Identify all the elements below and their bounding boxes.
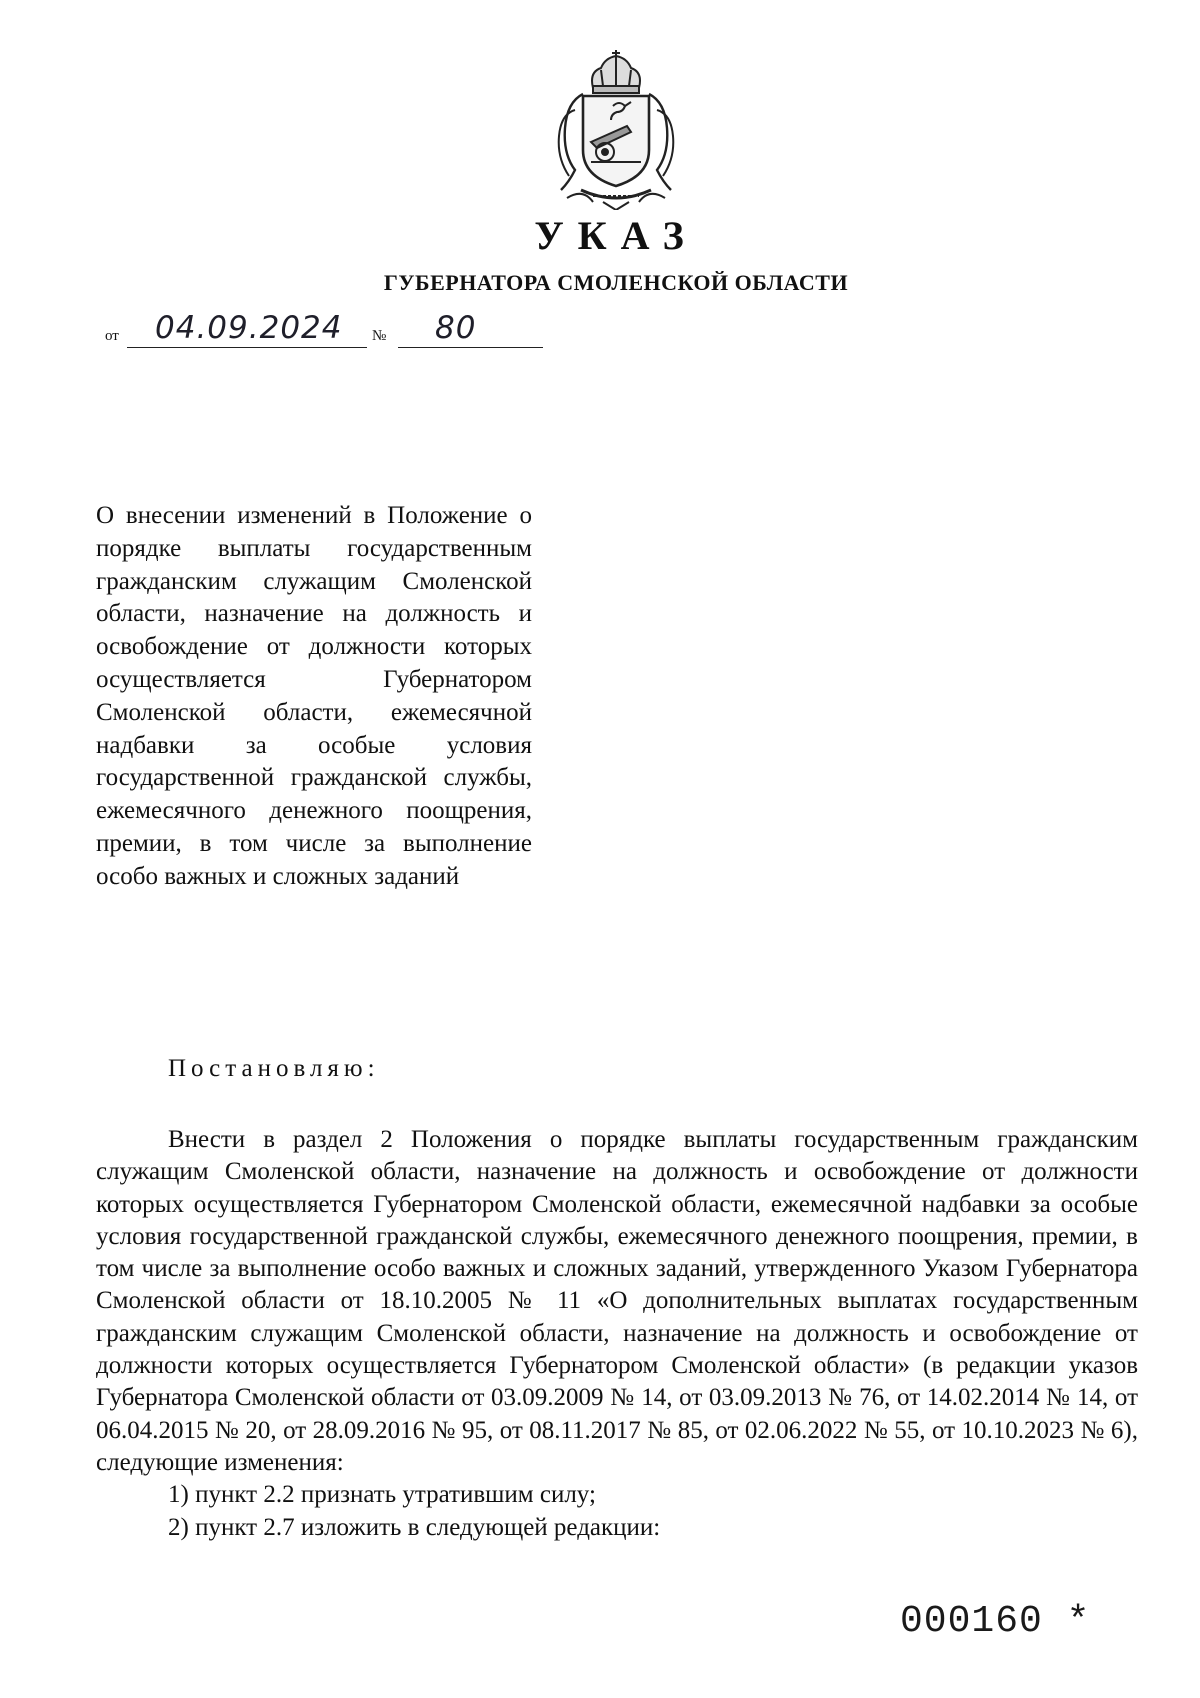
handwritten-number: 80 [435, 310, 477, 346]
body-paragraph: Внести в раздел 2 Положения о порядке выплаты государственным гражданским служащим Смоленской области, назначение на должность и освобождение от должности которых осуществляется Губернатором Смоленской области, ежемесячной надбавки за особые условия государственной гражданской службы, ежемесячного денежного поощрения, премии, в том числе за выполнение особо важных и сложных заданий, утвержденного Указом Губернатора Смоленской области от 18.10.2005 № 11 «О дополнительных выплатах государственным гражданским служащим Смоленской области, назначение на должность и освобождение от должности которых осуществляется Губернатором Смоленской области» (в редакции указов Губернатора Смоленской области от 03.09.2009 № 14, от 03.09.2013 № 76, от 14.02.2014 № 14, от 06.04.2015 № 20, от 28.09.2016 № 95, от 08.11.2017 № 85, от 02.06.2022 № 55, от 10.10.2023 № 6), следующие изменения: [96, 1126, 1138, 1476]
list-item: 2) пункт 2.7 изложить в следующей редакции: [168, 1513, 661, 1541]
document-title: УКАЗ [534, 213, 698, 258]
decree-subject: О внесении изменений в Положение о порядке выплаты государственным гражданским служащим Смоленской области, назначение на должность и освобождение от должности которых осуществляется Губернатором Смоленской области, ежемесячной надбавки за особые условия государственной гражданской службы, ежемесячного денежного поощрения, премии, в том числе за выполнение особо важных и сложных заданий [96, 502, 532, 890]
handwritten-date: 04.09.2024 [155, 310, 343, 346]
coat-of-arms-icon [553, 50, 679, 210]
list-item: 1) пункт 2.2 признать утратившим силу; [168, 1481, 596, 1509]
date-number-line [105, 310, 545, 348]
decree-body [96, 1124, 1138, 1544]
serial-stamp: 000160 * [900, 1600, 1091, 1643]
date-underline [127, 347, 367, 348]
number-label: № [372, 328, 387, 344]
document-subtitle: ГУБЕРНАТОРА СМОЛЕНСКОЙ ОБЛАСТИ [383, 270, 849, 295]
number-underline [398, 347, 543, 348]
from-label: от [105, 328, 119, 344]
resolve-heading: Постановляю: [168, 1055, 380, 1082]
